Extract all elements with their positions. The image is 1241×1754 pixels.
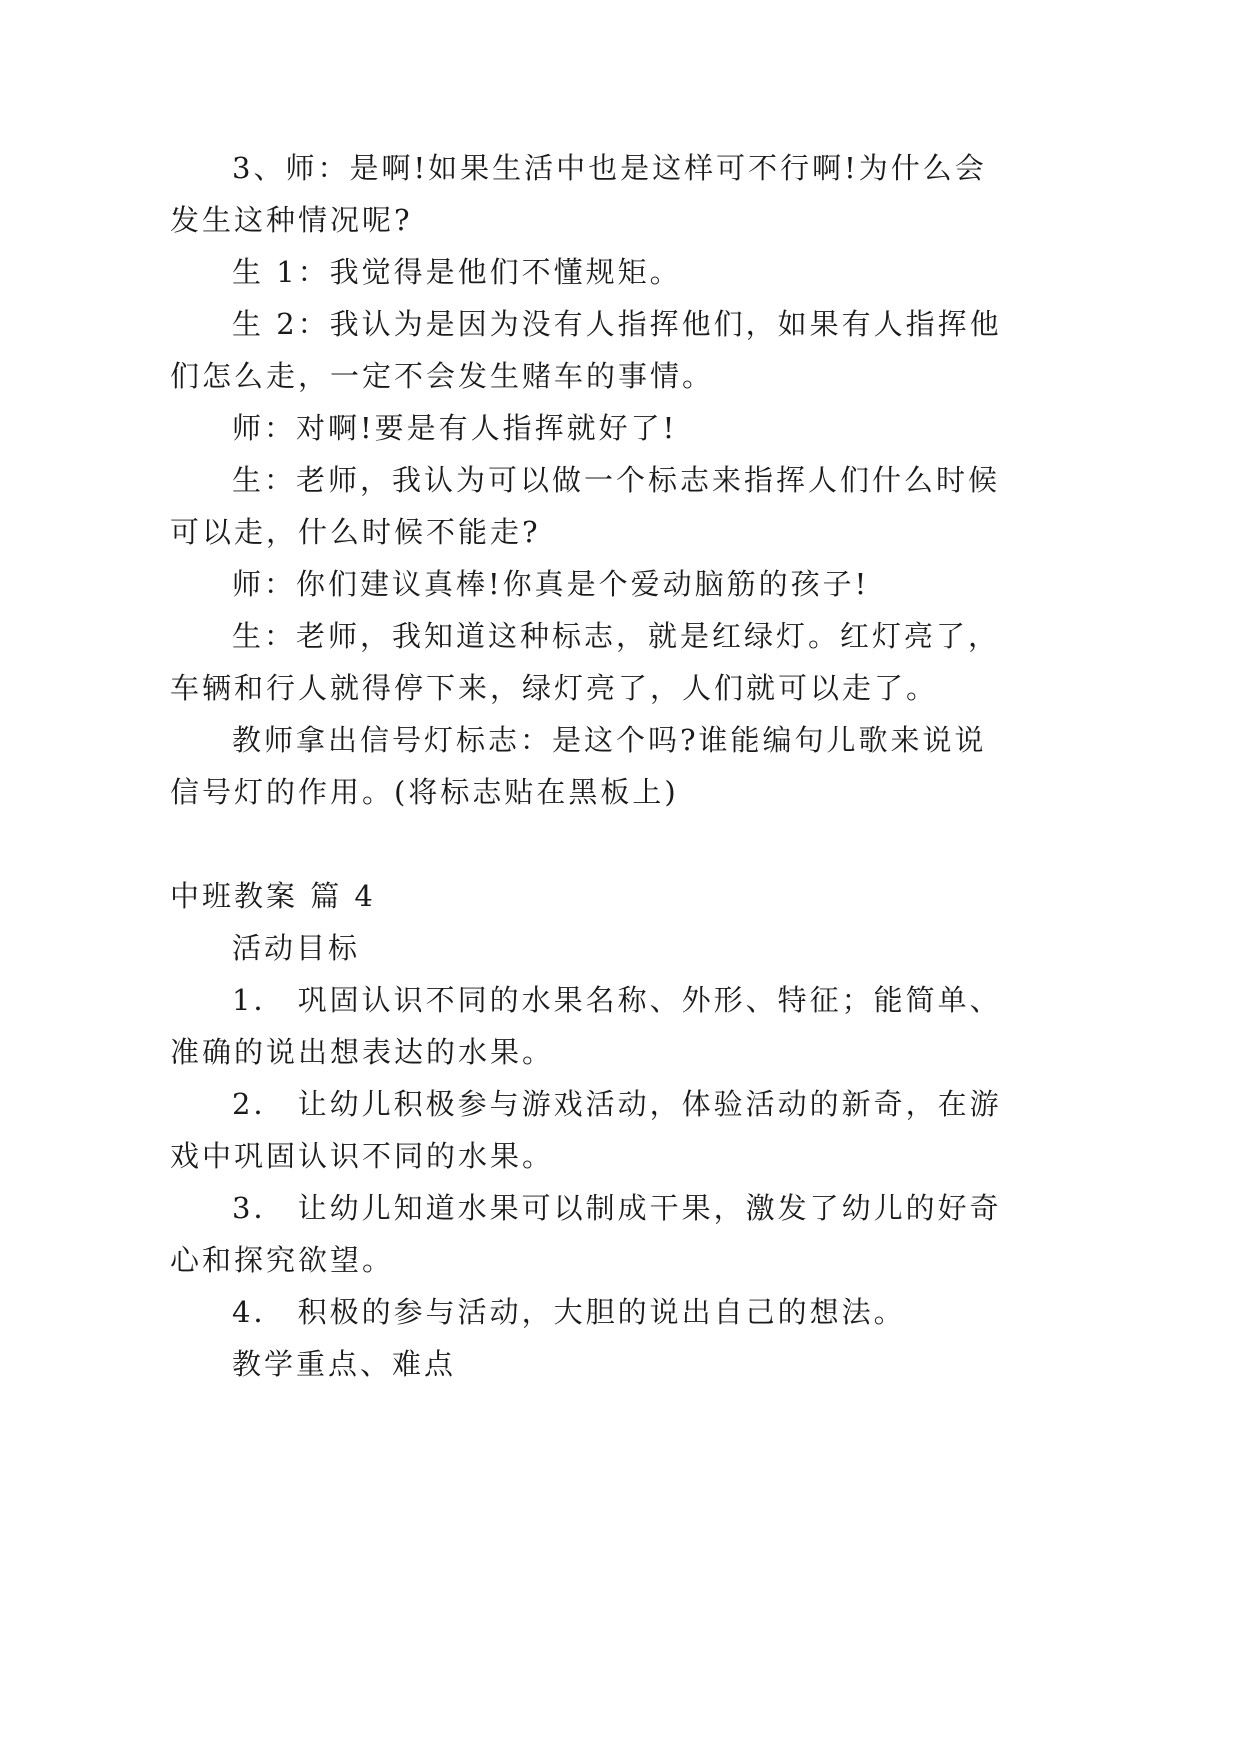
section-heading: 教学重点、难点 — [232, 1347, 457, 1381]
paragraph-line: 师：你们建议真棒!你真是个爱动脑筋的孩子! — [232, 567, 870, 601]
list-item-line: 3． 让幼儿知道水果可以制成干果，激发了幼儿的好奇 — [232, 1191, 1002, 1225]
paragraph-line: 们怎么走，一定不会发生赌车的事情。 — [170, 359, 715, 393]
section-heading: 活动目标 — [232, 931, 361, 965]
section-title: 中班教案 篇 4 — [170, 879, 376, 913]
list-item-line: 4． 积极的参与活动，大胆的说出自己的想法。 — [232, 1295, 906, 1329]
list-item-line: 1． 巩固认识不同的水果名称、外形、特征；能简单、 — [232, 983, 1002, 1017]
list-item-line: 戏中巩固认识不同的水果。 — [170, 1139, 555, 1173]
paragraph-line: 车辆和行人就得停下来，绿灯亮了，人们就可以走了。 — [170, 671, 939, 705]
list-item-line: 心和探究欲望。 — [170, 1243, 395, 1277]
paragraph-line: 生：老师，我知道这种标志，就是红绿灯。红灯亮了， — [232, 619, 1001, 653]
paragraph-line: 生：老师，我认为可以做一个标志来指挥人们什么时候 — [232, 463, 1001, 497]
paragraph-line: 可以走，什么时候不能走? — [170, 515, 541, 549]
list-item-line: 2． 让幼儿积极参与游戏活动，体验活动的新奇，在游 — [232, 1087, 1002, 1121]
paragraph-line: 生 1：我觉得是他们不懂规矩。 — [232, 255, 682, 289]
paragraph-line: 发生这种情况呢? — [170, 203, 413, 237]
paragraph-line: 3、师：是啊!如果生活中也是这样可不行啊!为什么会 — [232, 151, 987, 185]
paragraph-line: 师：对啊!要是有人指挥就好了! — [232, 411, 678, 445]
list-item-line: 准确的说出想表达的水果。 — [170, 1035, 555, 1069]
paragraph-line: 信号灯的作用。(将标志贴在黑板上) — [170, 775, 679, 809]
paragraph-line: 生 2：我认为是因为没有人指挥他们，如果有人指挥他 — [232, 307, 1002, 341]
paragraph-line: 教师拿出信号灯标志：是这个吗?谁能编句儿歌来说说 — [232, 723, 987, 757]
